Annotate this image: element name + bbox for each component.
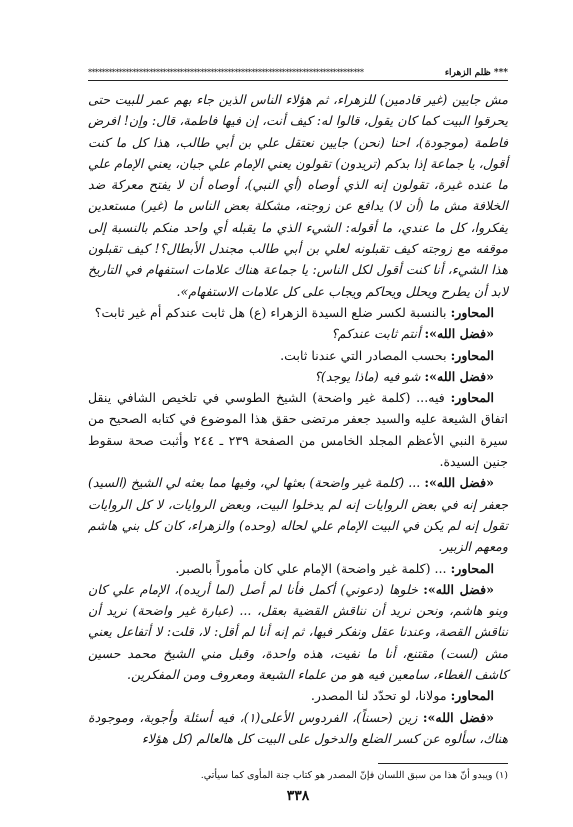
body-text (88, 89, 508, 749)
line-text: فيه... (كلمة غير واضحة) الشيخ الطوسي في تلخيص الشافي ينقل اتفاق الشيعة عليه والسيد جعفر مرتضى حقق هذا الموضوع في كتابه الصحيح من سيرة النبي الأعظم المجلد الخامس من الصفحة ٢٣٩ ـ ٢٤٤ وأثبت صحة سقوط جنين السيدة. (88, 390, 508, 470)
speaker-label: «فضل الله»: (422, 709, 494, 725)
line-text: أنتم ثابت عندكم؟ (331, 326, 421, 342)
dialogue-line (88, 707, 508, 750)
dialogue-line (88, 472, 508, 557)
page-number: ٣٣٨ (286, 788, 310, 805)
line-text: شو فيه (ماذا يوجد)؟ (314, 368, 421, 384)
dialogue-line (88, 579, 508, 685)
speaker-label: «فضل الله»: (423, 581, 494, 597)
speaker-label: المحاور: (450, 688, 494, 704)
speaker-label: المحاور: (450, 347, 494, 363)
speaker-label: المحاور: (450, 560, 494, 576)
speaker-label: «فضل الله»: (424, 475, 494, 491)
footnote-divider (378, 763, 508, 764)
header-title: *** ظلم الزهراء (444, 68, 508, 78)
line-text: مولانا، لو تحدّد لنا المصدر. (310, 688, 447, 704)
speaker-label: «فضل الله»: (424, 326, 494, 342)
line-text: ... (كلمة غير واضحة) بعثها لي، وفيها مما بعثه لي الشيخ (السيد) جعفر إنه في بعض الروايات إنه لم يدخلوا البيت، وبعض الروايات، لا كل الروايات تقول إنه لم يكن في البيت الإمام علي لحاله (وحده) والزهراء، كان كل بني هاشم ومعهم الزبير. (88, 475, 508, 555)
document-page (88, 66, 508, 804)
running-header (88, 66, 508, 81)
line-text: زين (حسناً)، الفردوس الأعلى(١)، فيه أسئلة وأجوبة، وموجودة هناك، سألوه عن كسر الضلع والدخول على البيت كل هالعالم (كل هؤلاء (88, 709, 508, 746)
dialogue-line (88, 366, 508, 387)
speaker-label: المحاور: (450, 390, 494, 406)
header-ornament: ********************************************************************************* (88, 68, 364, 77)
footnote: (١) ويبدو أنّ هذا من سبق اللسان فإنّ المصدر هو كتاب جنة المأوى كما سيأتي. (200, 770, 508, 782)
dialogue-line (88, 387, 508, 472)
line-text: ... (كلمة غير واضحة) الإمام علي كان مأموراً بالصبر. (175, 560, 447, 576)
speaker-label: «فضل الله»: (424, 368, 494, 384)
line-text: بحسب المصادر التي عندنا ثابت. (280, 347, 447, 363)
line-text: خلوها (دعوني) أكمل فأنا لم أصل (لما أريده)، الإمام علي كان وبنو هاشم، ونحن نريد أن نناقش القضية بعقل، ... (عبارة غير واضحة) نريد أن نناقش القصة، وعندنا عقل ونفكر فيها، ثم إنه أنا لم أقل: لا، قلت: لا أتفاعل يعني مش (لست) مقتنع، أنا ما نفيت، هذه واحدة، وقبل مني الشيخ محمد حسين كاشف الغطاء، سامعين فيه هو من علماء الشيعة ومعروف ومن المفكرين. (88, 581, 508, 683)
line-text: بالنسبة لكسر ضلع السيدة الزهراء (ع) هل ثابت عندكم أم غير ثابت؟ (94, 304, 447, 320)
paragraph: مش جايين (غير قادمين) للزهراء، ثم هؤلاء الناس الذين جاء بهم عمر للبيت حتى يحرقوا البيت كما كان يقول، قالوا له: كيف أنت، إن فيها فاطمة، قال: وإن! افرض فاطمة (موجودة)، احنا (نحن) جايين نعتقل علي بن أبي طالب، هذا كل ما كنت أقول، يا جماعة إذا بدكم (تريدون) تقولون يعني الإمام علي جبان، يعني الإمام علي ما عنده غيرة، تقولون إنه الذي أوصاه (أي النبي)، أوصاه أن لا يفتح معركة ضد الخلافة مش ما (أن لا) يدافع عن زوجته، مشكلة بعض الناس ما (غير) مستعدين يفكروا، كل ما عندي، ما أقوله: الشيء الذي ما يقبله أي واحد منكم بالنسبة إلى موقفه مع زوجته كيف تقبلونه لعلي بن أبي طالب مجندل الأبطال؟! كيف تقبلون هذا الشيء، أنا كنت أقول لكل الناس: يا جماعة هناك علامات استفهام في التاريخ لابد أن يطرح ويحلل ويحاكم ويجاب على كل علامات الاستفهام». (88, 92, 508, 299)
speaker-label: المحاور: (450, 304, 494, 320)
dialogue-line (88, 323, 508, 344)
dialogue-line (88, 302, 508, 323)
dialogue-line (88, 345, 508, 366)
dialogue-line (88, 685, 508, 706)
dialogue-line (88, 558, 508, 579)
